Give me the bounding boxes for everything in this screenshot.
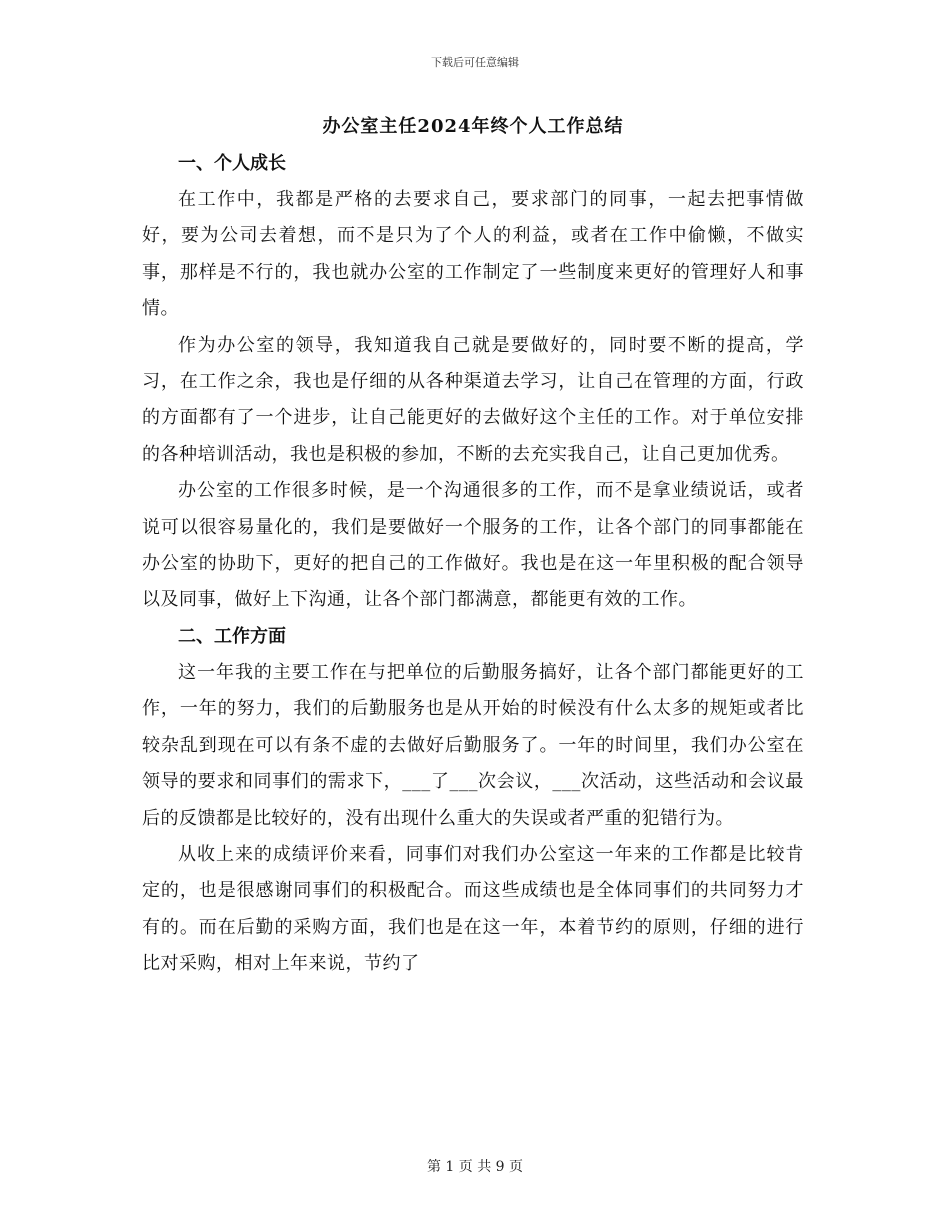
section-personal-growth [142, 146, 804, 619]
section-heading: 一、个人成长 [178, 153, 286, 174]
page-number-footer: 第 1 页 共 9 页 [426, 1159, 524, 1175]
paragraph: 从收上来的成绩评价来看，同事们对我们办公室这一年来的工作都是比较肯定的，也是很感谢同事们的积极配合。而这些成绩也是全体同事们的共同努力才有的。而在后勤的采购方面，我们也是在这一年，本着节约的原则，仔细的进行比对采购，相对上年来说，节约了 [142, 843, 804, 975]
page-header-note: 下载后可任意编辑 [431, 56, 519, 69]
paragraph: 这一年我的主要工作在与把单位的后勤服务搞好，让各个部门都能更好的工作，一年的努力，我们的后勤服务也是从开始的时候没有什么太多的规矩或者比较杂乱到现在可以有条不虚的去做好后勤服务了。一年的时间里，我们办公室在领导的要求和同事们的需求下，___了___次会议，___次活动，这些活动和会议最后的反馈都是比较好的，没有出现什么重大的失误或者严重的犯错行为。 [142, 661, 804, 829]
section-work [142, 619, 804, 983]
section-heading: 二、工作方面 [178, 625, 286, 647]
paragraph: 在工作中，我都是严格的去要求自己，要求部门的同事，一起去把事情做好，要为公司去着想，而不是只为了个人的利益，或者在工作中偷懒，不做实事，那样是不行的，我也就办公室的工作制定了一些制度来更好的管理好人和事情。 [142, 189, 804, 320]
paragraph: 办公室的工作很多时候，是一个沟通很多的工作，而不是拿业绩说话，或者说可以很容易量化的，我们是要做好一个服务的工作，让各个部门的同事都能在办公室的协助下，更好的把自己的工作做好。我也是在这一年里积极的配合领导以及同事，做好上下沟通，让各个部门都满意，都能更有效的工作。 [142, 480, 804, 611]
document-body [142, 112, 804, 983]
document-title: 办公室主任2024年终个人工作总结 [322, 116, 624, 137]
paragraph: 作为办公室的领导，我知道我自己就是要做好的，同时要不断的提高，学习，在工作之余，我也是仔细的从各种渠道去学习，让自己在管理的方面，行政的方面都有了一个进步，让自己能更好的去做好这个主任的工作。对于单位安排的各种培训活动，我也是积极的参加，不断的去充实我自己，让自己更加优秀。 [142, 334, 804, 465]
